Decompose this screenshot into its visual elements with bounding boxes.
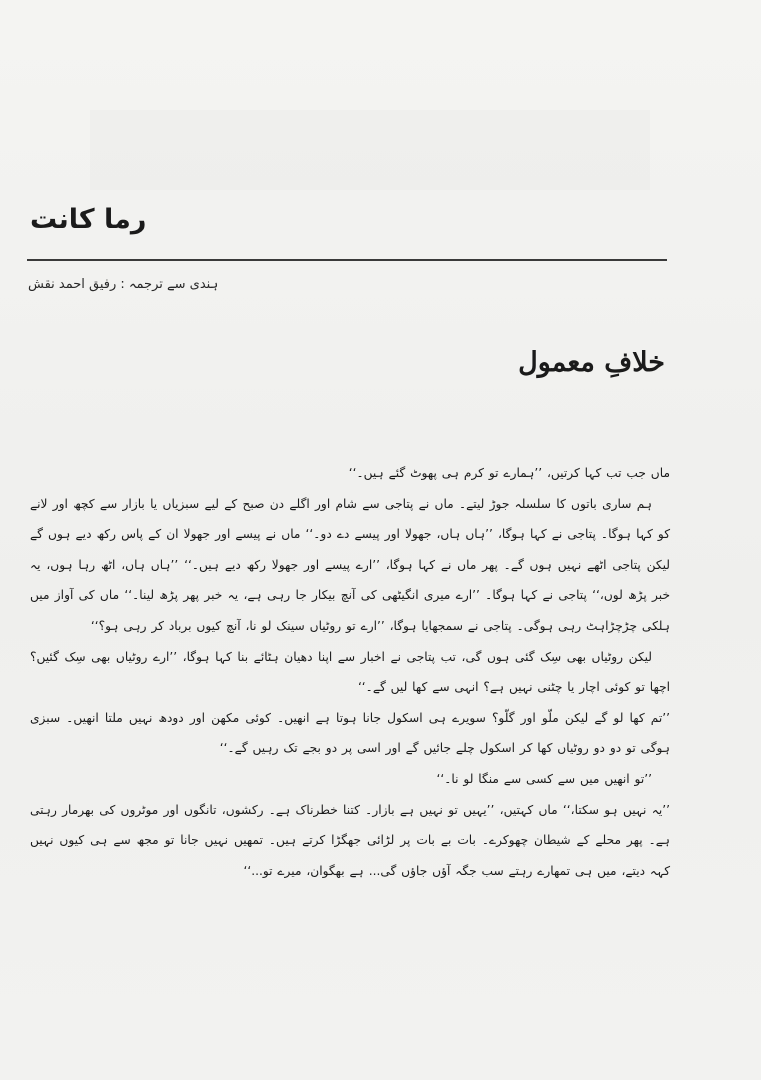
header-rule <box>27 259 667 261</box>
paragraph: ہم ساری باتوں کا سلسلہ جوڑ لیتے۔ ماں نے پتاجی سے شام اور اگلے دن صبح کے لیے سبزیاں یا بازار سے کچھ اور لانے کو کہا ہوگا۔ پتاجی نے کہا ہوگا، ’’ہاں ہاں، جھولا اور پیسے دے دو۔‘‘ ماں نے پیسے اور جھولا ان کے پاس رکھ دیے ہوں گے لیکن پتاجی اٹھے نہیں ہوں گے۔ پھر ماں نے کہا ہوگا، ’’ارے پیسے اور جھولا رکھ دیے ہیں۔‘‘ ’’ہاں ہاں، اٹھ رہا ہوں، یہ خبر پڑھ لوں،‘‘ پتاجی نے کہا ہوگا۔ ’’ارے میری انگیٹھی کی آنچ بیکار جا رہی ہے، یہ خبر پھر پڑھ لینا۔‘‘ ماں کی آواز میں ہلکی چڑچڑاہٹ رہی ہوگی۔ پتاجی نے سمجھایا ہوگا، ’’ارے تو روٹیاں سینک لو نا، آنچ کیوں برباد کر رہی ہو؟‘‘ <box>30 496 670 633</box>
faded-bleed-through <box>90 110 650 190</box>
paragraph: لیکن روٹیاں بھی سِک گئی ہوں گی، تب پتاجی نے اخبار سے اپنا دھیان ہٹائے بنا کہا ہوگا، ’’ارے روٹیاں بھی سِک گئیں؟ اچھا تو کوئی اچار یا چٹنی نہیں ہے؟ انہی سے کھا لیں گے۔‘‘ <box>30 649 670 695</box>
paragraph: ماں جب تب کہا کرتیں، ’’ہمارے تو کرم ہی پھوٹ گئے ہیں۔‘‘ <box>348 466 670 480</box>
translator-credit: ہندی سے ترجمہ : رفیق احمد نقش <box>28 277 219 292</box>
paragraph: ’’تم کھا لو گے لیکن ملّو اور گلّو؟ سویرے ہی اسکول جانا ہوتا ہے انھیں۔ کوئی مکھن اور دودھ نہیں ملتا انھیں۔ سبزی ہوگی تو دو دو روٹیاں کھا کر اسکول چلے جائیں گے اور اسی پر دو بجے تک رہیں گے۔‘‘ <box>30 710 670 756</box>
story-body <box>30 458 670 886</box>
author-name: رما کانت <box>30 204 147 235</box>
paragraph: ’’یہ نہیں ہو سکتا،‘‘ ماں کہتیں، ’’یہیں تو نہیں ہے بازار۔ کتنا خطرناک ہے۔ رکشوں، تانگوں اور موٹروں کی بھرمار رہتی ہے۔ پھر محلے کے شیطان چھوکرے۔ بات بے بات پر لڑائی جھگڑا کرتے ہیں۔ تمھیں نہیں جانا تو مجھ سے ہی کیوں نہیں کہہ دیتے، میں ہی تمھارے رہتے سب جگہ آؤں جاؤں گی... ہے بھگوان، میرے تو...‘‘ <box>30 802 670 878</box>
story-title: خلافِ معمول <box>518 347 665 378</box>
paragraph: ’’تو انھیں میں سے کسی سے منگا لو نا۔‘‘ <box>436 771 652 786</box>
